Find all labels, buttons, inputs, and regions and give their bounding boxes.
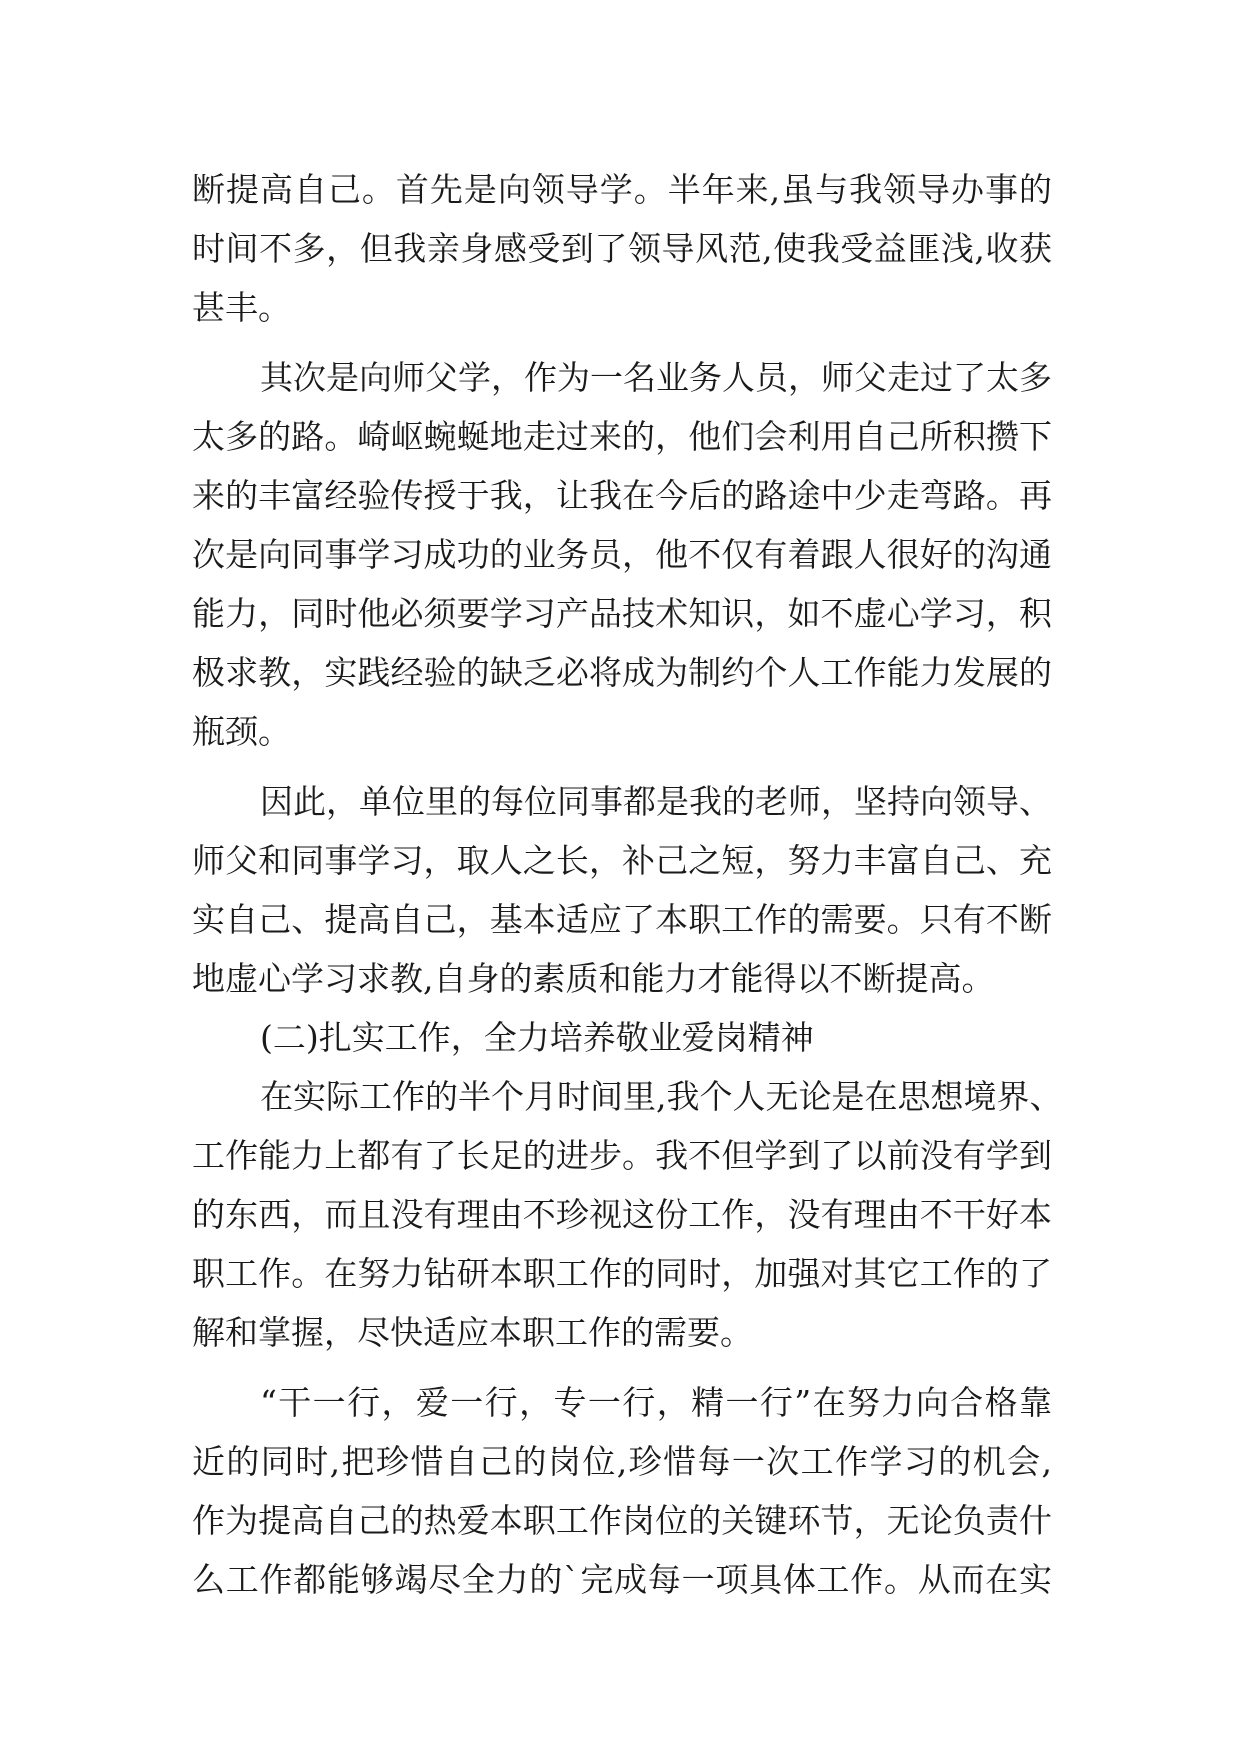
text-line: 作为提高自己的热爱本职工作岗位的关键环节，无论负责什	[192, 1501, 1052, 1540]
text-line: 在实际工作的半个月时间里,我个人无论是在思想境界、	[260, 1077, 1063, 1116]
text-line: 因此，单位里的每位同事都是我的老师，坚持向领导、	[260, 782, 1052, 821]
text-line: 的东西，而且没有理由不珍视这份工作，没有理由不干好本	[192, 1195, 1052, 1234]
text-line: 极求教，实践经验的缺乏必将成为制约个人工作能力发展的	[192, 653, 1052, 692]
text-line: 瓶颈。	[192, 712, 291, 751]
text-line: “干一行，爱一行，专一行，精一行”在努力向合格靠	[260, 1383, 1052, 1422]
document-body	[192, 160, 1063, 1609]
text-line: 次是向同事学习成功的业务员，他不仅有着跟人很好的沟通	[192, 535, 1052, 574]
text-line: 实自己、提高自己，基本适应了本职工作的需要。只有不断	[192, 900, 1052, 939]
text-line: 么工作都能够竭尽全力的`完成每一项具体工作。从而在实	[192, 1560, 1052, 1599]
text-line: 时间不多，但我亲身感受到了领导风范,使我受益匪浅,收获	[192, 229, 1052, 268]
text-line: 其次是向师父学，作为一名业务人员，师父走过了太多	[260, 358, 1052, 397]
text-line: 太多的路。崎岖蜿蜒地走过来的，他们会利用自己所积攒下	[192, 417, 1052, 456]
text-line: 解和掌握，尽快适应本职工作的需要。	[192, 1313, 753, 1352]
text-line: 师父和同事学习，取人之长，补己之短，努力丰富自己、充	[192, 841, 1052, 880]
section-heading: (二)扎实工作，全力培养敬业爱岗精神	[260, 1018, 814, 1057]
text-line: 来的丰富经验传授于我，让我在今后的路途中少走弯路。再	[192, 476, 1052, 515]
text-line: 职工作。在努力钻研本职工作的同时，加强对其它工作的了	[192, 1254, 1052, 1293]
text-line: 地虚心学习求教,自身的素质和能力才能得以不断提高。	[192, 959, 995, 998]
text-line: 甚丰。	[192, 288, 291, 327]
text-line: 近的同时,把珍惜自己的岗位,珍惜每一次工作学习的机会,	[192, 1442, 1052, 1481]
text-line: 断提高自己。首先是向领导学。半年来,虽与我领导办事的	[192, 170, 1052, 209]
text-line: 工作能力上都有了长足的进步。我不但学到了以前没有学到	[192, 1136, 1052, 1175]
text-line: 能力，同时他必须要学习产品技术知识，如不虚心学习，积	[192, 594, 1052, 633]
